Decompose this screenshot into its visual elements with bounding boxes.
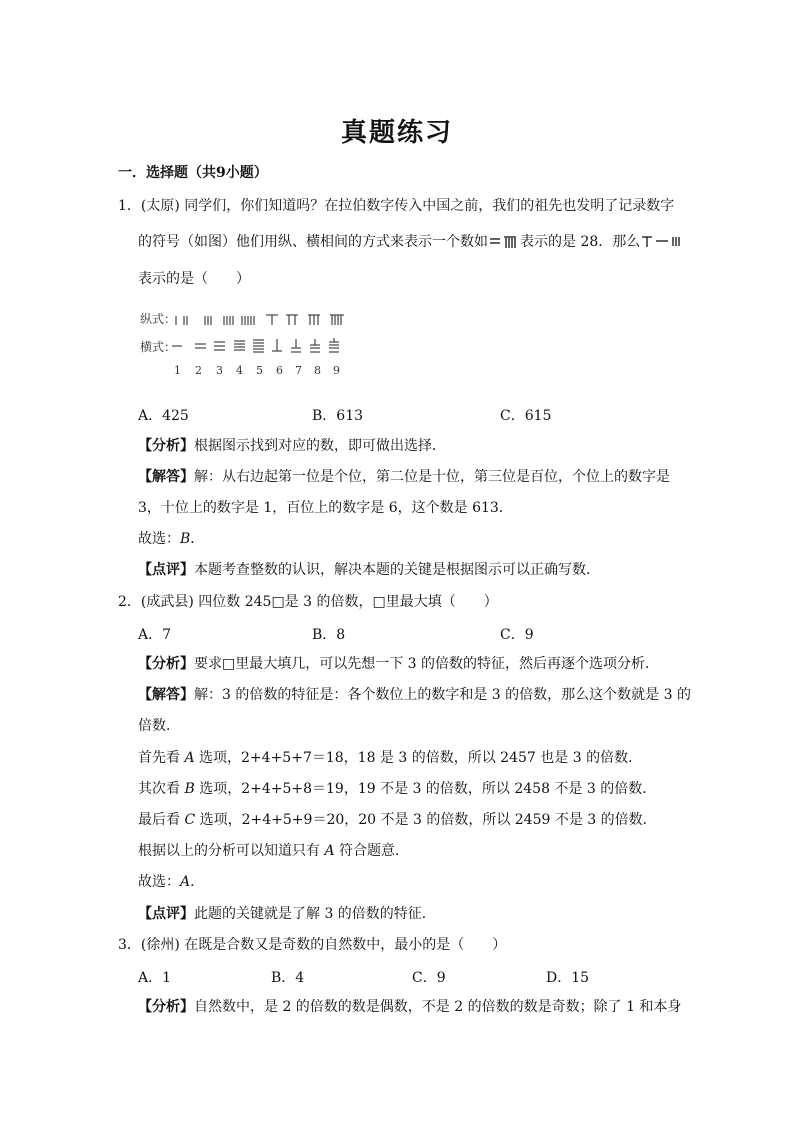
figure-digit: 3 xyxy=(216,364,223,377)
q1-answer-line1 xyxy=(138,468,670,486)
step-text: 其次看 xyxy=(138,781,185,797)
figure-label-horizontal: 横式： xyxy=(140,340,177,354)
rod-numeral-glyphs-icon xyxy=(140,308,360,358)
rod-numeral-figure xyxy=(140,308,360,378)
q2-comment-text: 此题的关键就是了解 3 的倍数的特征． xyxy=(194,906,436,922)
analysis-tag: 【分析】 xyxy=(138,999,194,1015)
section-heading: 一．选择题（共9小题） xyxy=(118,165,268,181)
q1-option-c: C．615 xyxy=(500,408,552,424)
q2-option-a: A．7 xyxy=(138,627,172,643)
step-text: 最后看 xyxy=(138,812,185,828)
step-text: 选项，2+4+5+9＝20，20 不是 3 的倍数，所以 2459 不是 3 的倍数． xyxy=(195,812,657,828)
figure-digit: 7 xyxy=(295,364,302,377)
comment-tag: 【点评】 xyxy=(138,906,194,922)
step-option: B xyxy=(184,781,195,797)
q1-stem-line2-a: 的符号（如图）他们用纵、横相间的方式来表示一个数如 xyxy=(138,234,488,250)
q3-analysis-text: 自然数中，是 2 的倍数的数是偶数，不是 2 的倍数的数是奇数；除了 1 和本身 xyxy=(194,999,682,1015)
step-text: 选项，2+4+5+7＝18，18 是 3 的倍数，所以 2457 也是 3 的倍数． xyxy=(194,750,643,766)
q1-choice xyxy=(138,530,204,548)
choice-prefix: 故选： xyxy=(138,874,180,890)
q2-answer-line1 xyxy=(138,686,691,704)
q1-analysis xyxy=(138,437,446,455)
q1-option-a: A．425 xyxy=(138,408,189,424)
figure-digit: 2 xyxy=(195,364,202,377)
step-option: A xyxy=(184,750,195,766)
answer-tag: 【解答】 xyxy=(138,687,194,703)
q1-stem-line1: 1．(太原) 同学们，你们知道吗？在拉伯数字传入中国之前，我们的祖先也发明了记录数字 xyxy=(118,198,675,214)
comment-tag: 【点评】 xyxy=(138,562,194,578)
q1-answer-text: 解：从右边起第一位是个位，第二位是十位，第三位是百位，个位上的数字是 xyxy=(194,469,670,485)
q1-comment xyxy=(138,561,600,579)
rod-numeral-613-icon xyxy=(640,234,684,250)
q2-option-c: C．9 xyxy=(500,627,534,643)
figure-digit: 5 xyxy=(256,364,263,377)
answer-tag: 【解答】 xyxy=(138,469,194,485)
step-text: 选项，2+4+5+8＝19，19 不是 3 的倍数，所以 2458 不是 3 的倍数． xyxy=(194,781,657,797)
q1-comment-text: 本题考查整数的认识，解决本题的关键是根据图示可以正确写数． xyxy=(194,562,600,578)
q1-option-b: B．613 xyxy=(312,408,364,424)
q1-analysis-text: 根据图示找到对应的数，即可做出选择． xyxy=(194,438,446,454)
q2-step-b xyxy=(138,780,656,798)
q2-stem: 2．(成武县) 四位数 245□是 3 的倍数，□里最大填（ ） xyxy=(118,594,498,610)
q1-stem-line2 xyxy=(138,233,684,251)
figure-digit: 8 xyxy=(314,364,321,377)
figure-digit: 6 xyxy=(276,364,283,377)
q1-stem-line3: 表示的是（ ） xyxy=(138,271,250,287)
q2-answer-text: 解：3 的倍数的特征是：各个数位上的数字和是 3 的倍数，那么这个数就是 3 的 xyxy=(194,687,691,703)
q3-option-c: C．9 xyxy=(412,970,446,986)
q2-choice xyxy=(138,873,204,891)
q3-analysis xyxy=(138,998,681,1016)
page-title: 真题练习 xyxy=(340,118,453,148)
q2-comment xyxy=(138,905,436,923)
q1-stem-line2-b: 表示的是 28．那么 xyxy=(520,234,641,250)
q3-stem: 3．(徐州) 在既是合数又是奇数的自然数中，最小的是（ ） xyxy=(118,937,507,953)
figure-digit: 1 xyxy=(174,364,181,377)
analysis-tag: 【分析】 xyxy=(138,438,194,454)
figure-digit: 9 xyxy=(333,364,340,377)
analysis-tag: 【分析】 xyxy=(138,656,194,672)
conclusion-text: 根据以上的分析可以知道只有 xyxy=(138,843,325,859)
q3-option-a: A．1 xyxy=(138,970,172,986)
q2-step-a xyxy=(138,749,642,767)
q1-answer-line2: 3，十位上的数字是 1，百位上的数字是 6，这个数是 613． xyxy=(138,500,513,516)
q2-analysis xyxy=(138,655,659,673)
q2-step-c xyxy=(138,811,657,829)
q3-option-d: D．15 xyxy=(546,970,590,986)
choice-suffix: ． xyxy=(190,531,205,547)
q2-conclusion xyxy=(138,842,409,860)
conclusion-text: 符合题意． xyxy=(334,843,410,859)
choice-suffix: ． xyxy=(190,874,205,890)
choice-prefix: 故选： xyxy=(138,531,180,547)
rod-numeral-28-icon xyxy=(488,234,520,250)
conclusion-option: A xyxy=(324,843,335,859)
step-text: 首先看 xyxy=(138,750,185,766)
figure-label-vertical: 纵式： xyxy=(140,312,177,326)
step-option: C xyxy=(184,812,196,828)
q2-option-b: B．8 xyxy=(312,627,346,643)
q2-analysis-text: 要求□里最大填几，可以先想一下 3 的倍数的特征，然后再逐个选项分析． xyxy=(194,656,660,672)
choice-letter: A xyxy=(180,874,191,890)
choice-letter: B xyxy=(180,531,191,547)
q3-option-b: B．4 xyxy=(271,970,305,986)
figure-digit: 4 xyxy=(236,364,243,377)
q2-answer-line2: 倍数． xyxy=(138,718,180,734)
